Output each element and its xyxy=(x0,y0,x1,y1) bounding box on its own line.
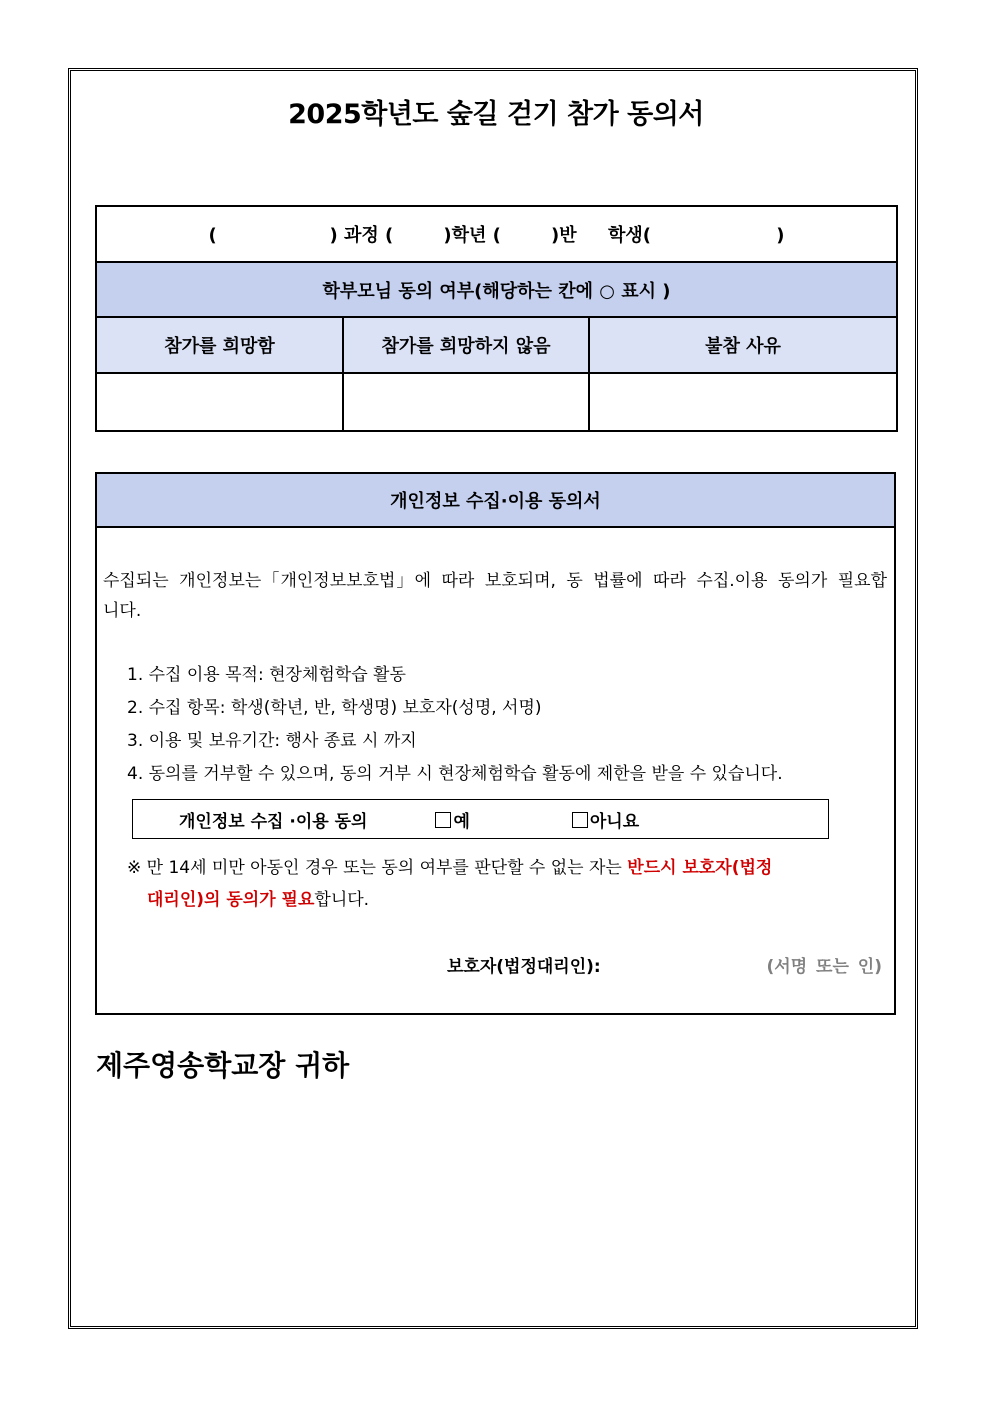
column-wish-participate: 참가를 희망함 xyxy=(96,317,343,373)
privacy-consent-section xyxy=(95,472,896,1015)
privacy-option-label: 개인정보 수집 ·이용 동의 xyxy=(179,811,368,832)
checkbox-no[interactable] xyxy=(572,812,588,828)
privacy-item: 3. 이용 및 보유기간: 행사 종료 시 까지 xyxy=(127,731,417,751)
note-prefix: ※ 만 14세 미만 아동인 경우 또는 동의 여부를 판단할 수 없는 자는 xyxy=(127,858,628,878)
privacy-option-box xyxy=(132,799,829,839)
student-info-cell[interactable] xyxy=(96,206,897,262)
privacy-header: 개인정보 수집·이용 동의서 xyxy=(97,474,894,528)
option-yes-label: 예 xyxy=(453,811,470,832)
option-no[interactable] xyxy=(572,807,639,832)
addressee: 제주영송학교장 귀하 xyxy=(96,1049,350,1082)
note-suffix: 합니다. xyxy=(314,890,370,910)
option-yes[interactable] xyxy=(435,807,469,832)
participation-table xyxy=(95,205,898,432)
guardian-label: 보호자(법정대리인): xyxy=(447,957,601,977)
checkbox-yes[interactable] xyxy=(435,812,451,828)
note-highlight: 반드시 보호자(법정 xyxy=(627,858,773,878)
cell-wish-participate[interactable] xyxy=(96,373,343,431)
guardian-note xyxy=(127,852,885,916)
option-no-label: 아니요 xyxy=(589,811,640,832)
column-wish-not-participate: 참가를 희망하지 않음 xyxy=(343,317,589,373)
cell-absence-reason[interactable] xyxy=(589,373,897,431)
cell-wish-not-participate[interactable] xyxy=(343,373,589,431)
privacy-items xyxy=(127,659,783,791)
column-absence-reason: 불참 사유 xyxy=(589,317,897,373)
document-title: 2025학년도 숲길 걷기 참가 동의서 xyxy=(288,99,704,130)
privacy-item: 4. 동의를 거부할 수 있으며, 동의 거부 시 현장체험학습 활동에 제한을 받을 수 있습니다. xyxy=(127,764,783,784)
parent-consent-header: 학부모님 동의 여부(해당하는 칸에 ○ 표시 ) xyxy=(96,262,897,317)
privacy-item: 2. 수집 항목: 학생(학년, 반, 학생명) 보호자(성명, 서명) xyxy=(127,698,542,718)
student-info-line: ( ) 과정 ( )학년 ( )반 학생( ) xyxy=(208,225,785,246)
privacy-intro: 수집되는 개인정보는「개인정보보호법」에 따라 보호되며, 동 법률에 따라 수집.이용 동의가 필요합니다. xyxy=(103,571,887,621)
note-highlight: 대리인)의 동의가 필요 xyxy=(147,890,315,910)
privacy-item: 1. 수집 이용 목적: 현장체험학습 활동 xyxy=(127,665,406,685)
signature-hint[interactable]: (서명 또는 인) xyxy=(766,957,882,977)
